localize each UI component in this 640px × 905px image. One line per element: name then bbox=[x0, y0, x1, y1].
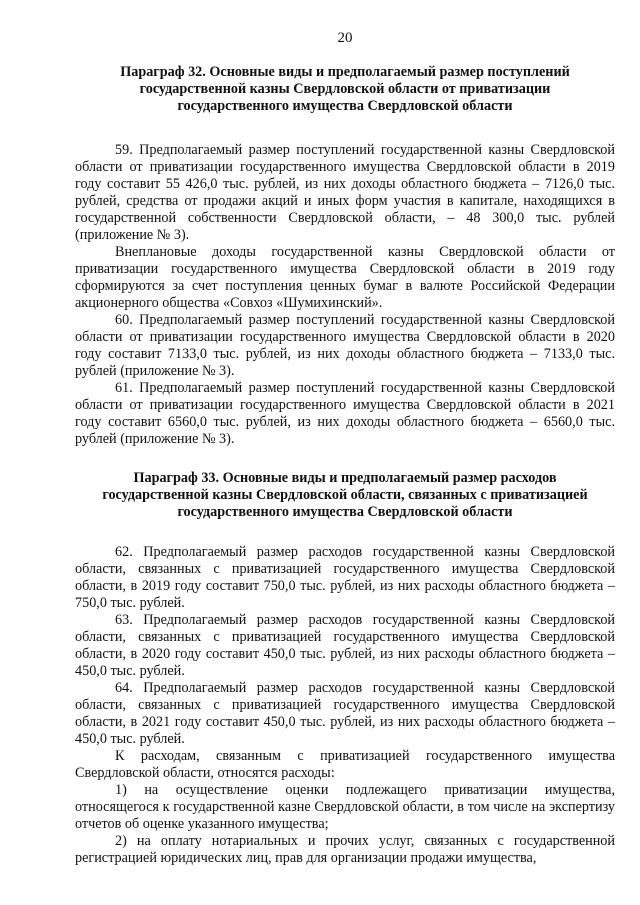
section-32-title: Параграф 32. Основные виды и предполагаемый размер поступлений государственной казны Свердловской области от приватизации государственного имущества Свердловской области bbox=[120, 64, 570, 114]
page-number: 20 bbox=[337, 30, 353, 46]
paragraph-61: 61. Предполагаемый размер поступлений государственной казны Свердловской области от приватизации государственного имущества Свердловской области в 2021 году составит 6560,0 тыс. рублей, из них доходы областного бюджета – 6560,0 тыс. рублей (приложение № 3). bbox=[75, 380, 615, 447]
paragraph-63: 63. Предполагаемый размер расходов государственной казны Свердловской области, связанных с приватизацией государственного имущества Свердловской области, в 2020 году составит 450,0 тыс. рублей, из них расходы областного бюджета – 450,0 тыс. рублей. bbox=[75, 612, 615, 679]
paragraph-60: 60. Предполагаемый размер поступлений государственной казны Свердловской области от приватизации государственного имущества Свердловской области в 2020 году составит 7133,0 тыс. рублей, из них доходы областного бюджета – 7133,0 тыс. рублей (приложение № 3). bbox=[75, 312, 615, 379]
document-page bbox=[75, 0, 615, 867]
paragraph-64: 64. Предполагаемый размер расходов государственной казны Свердловской области, связанных с приватизацией государственного имущества Свердловской области, в 2021 году составит 450,0 тыс. рублей, из них расходы областного бюджета – 450,0 тыс. рублей. bbox=[75, 680, 615, 747]
section-32-body bbox=[75, 142, 615, 448]
paragraph-unplanned-income: Внеплановые доходы государственной казны Свердловской области от приватизации государственного имущества Свердловской области в 2019 году сформируются за счет поступления ценных бумаг в валюте Российской Федерации акционерного общества «Совхоз «Шумихинский». bbox=[75, 244, 615, 311]
list-item-1: 1) на осуществление оценки подлежащего приватизации имущества, относящегося к государственной казне Свердловской области, в том числе на экспертизу отчетов об оценке указанного имущества; bbox=[75, 782, 615, 832]
list-item-2: 2) на оплату нотариальных и прочих услуг, связанных с государственной регистрацией юридических лиц, прав для организации продажи имущества, bbox=[75, 833, 615, 866]
section-33-title: Параграф 33. Основные виды и предполагаемый размер расходов государственной казны Свердловской области, связанных с приватизацией государственного имущества Свердловской области bbox=[102, 470, 588, 520]
paragraph-59: 59. Предполагаемый размер поступлений государственной казны Свердловской области от приватизации государственного имущества Свердловской области в 2019 году составит 55 426,0 тыс. рублей, из них доходы областного бюджета – 7126,0 тыс. рублей, средства от продажи акций и иных форм участия в капитале, находящихся в государственной собственности Свердловской области, – 48 300,0 тыс. рублей (приложение № 3). bbox=[75, 142, 615, 243]
section-33-body bbox=[75, 544, 615, 867]
paragraph-expenses-intro: К расходам, связанным с приватизацией государственного имущества Свердловской области, относятся расходы: bbox=[75, 748, 615, 781]
paragraph-62: 62. Предполагаемый размер расходов государственной казны Свердловской области, связанных с приватизацией государственного имущества Свердловской области, в 2019 году составит 750,0 тыс. рублей, из них расходы областного бюджета – 750,0 тыс. рублей. bbox=[75, 544, 615, 611]
